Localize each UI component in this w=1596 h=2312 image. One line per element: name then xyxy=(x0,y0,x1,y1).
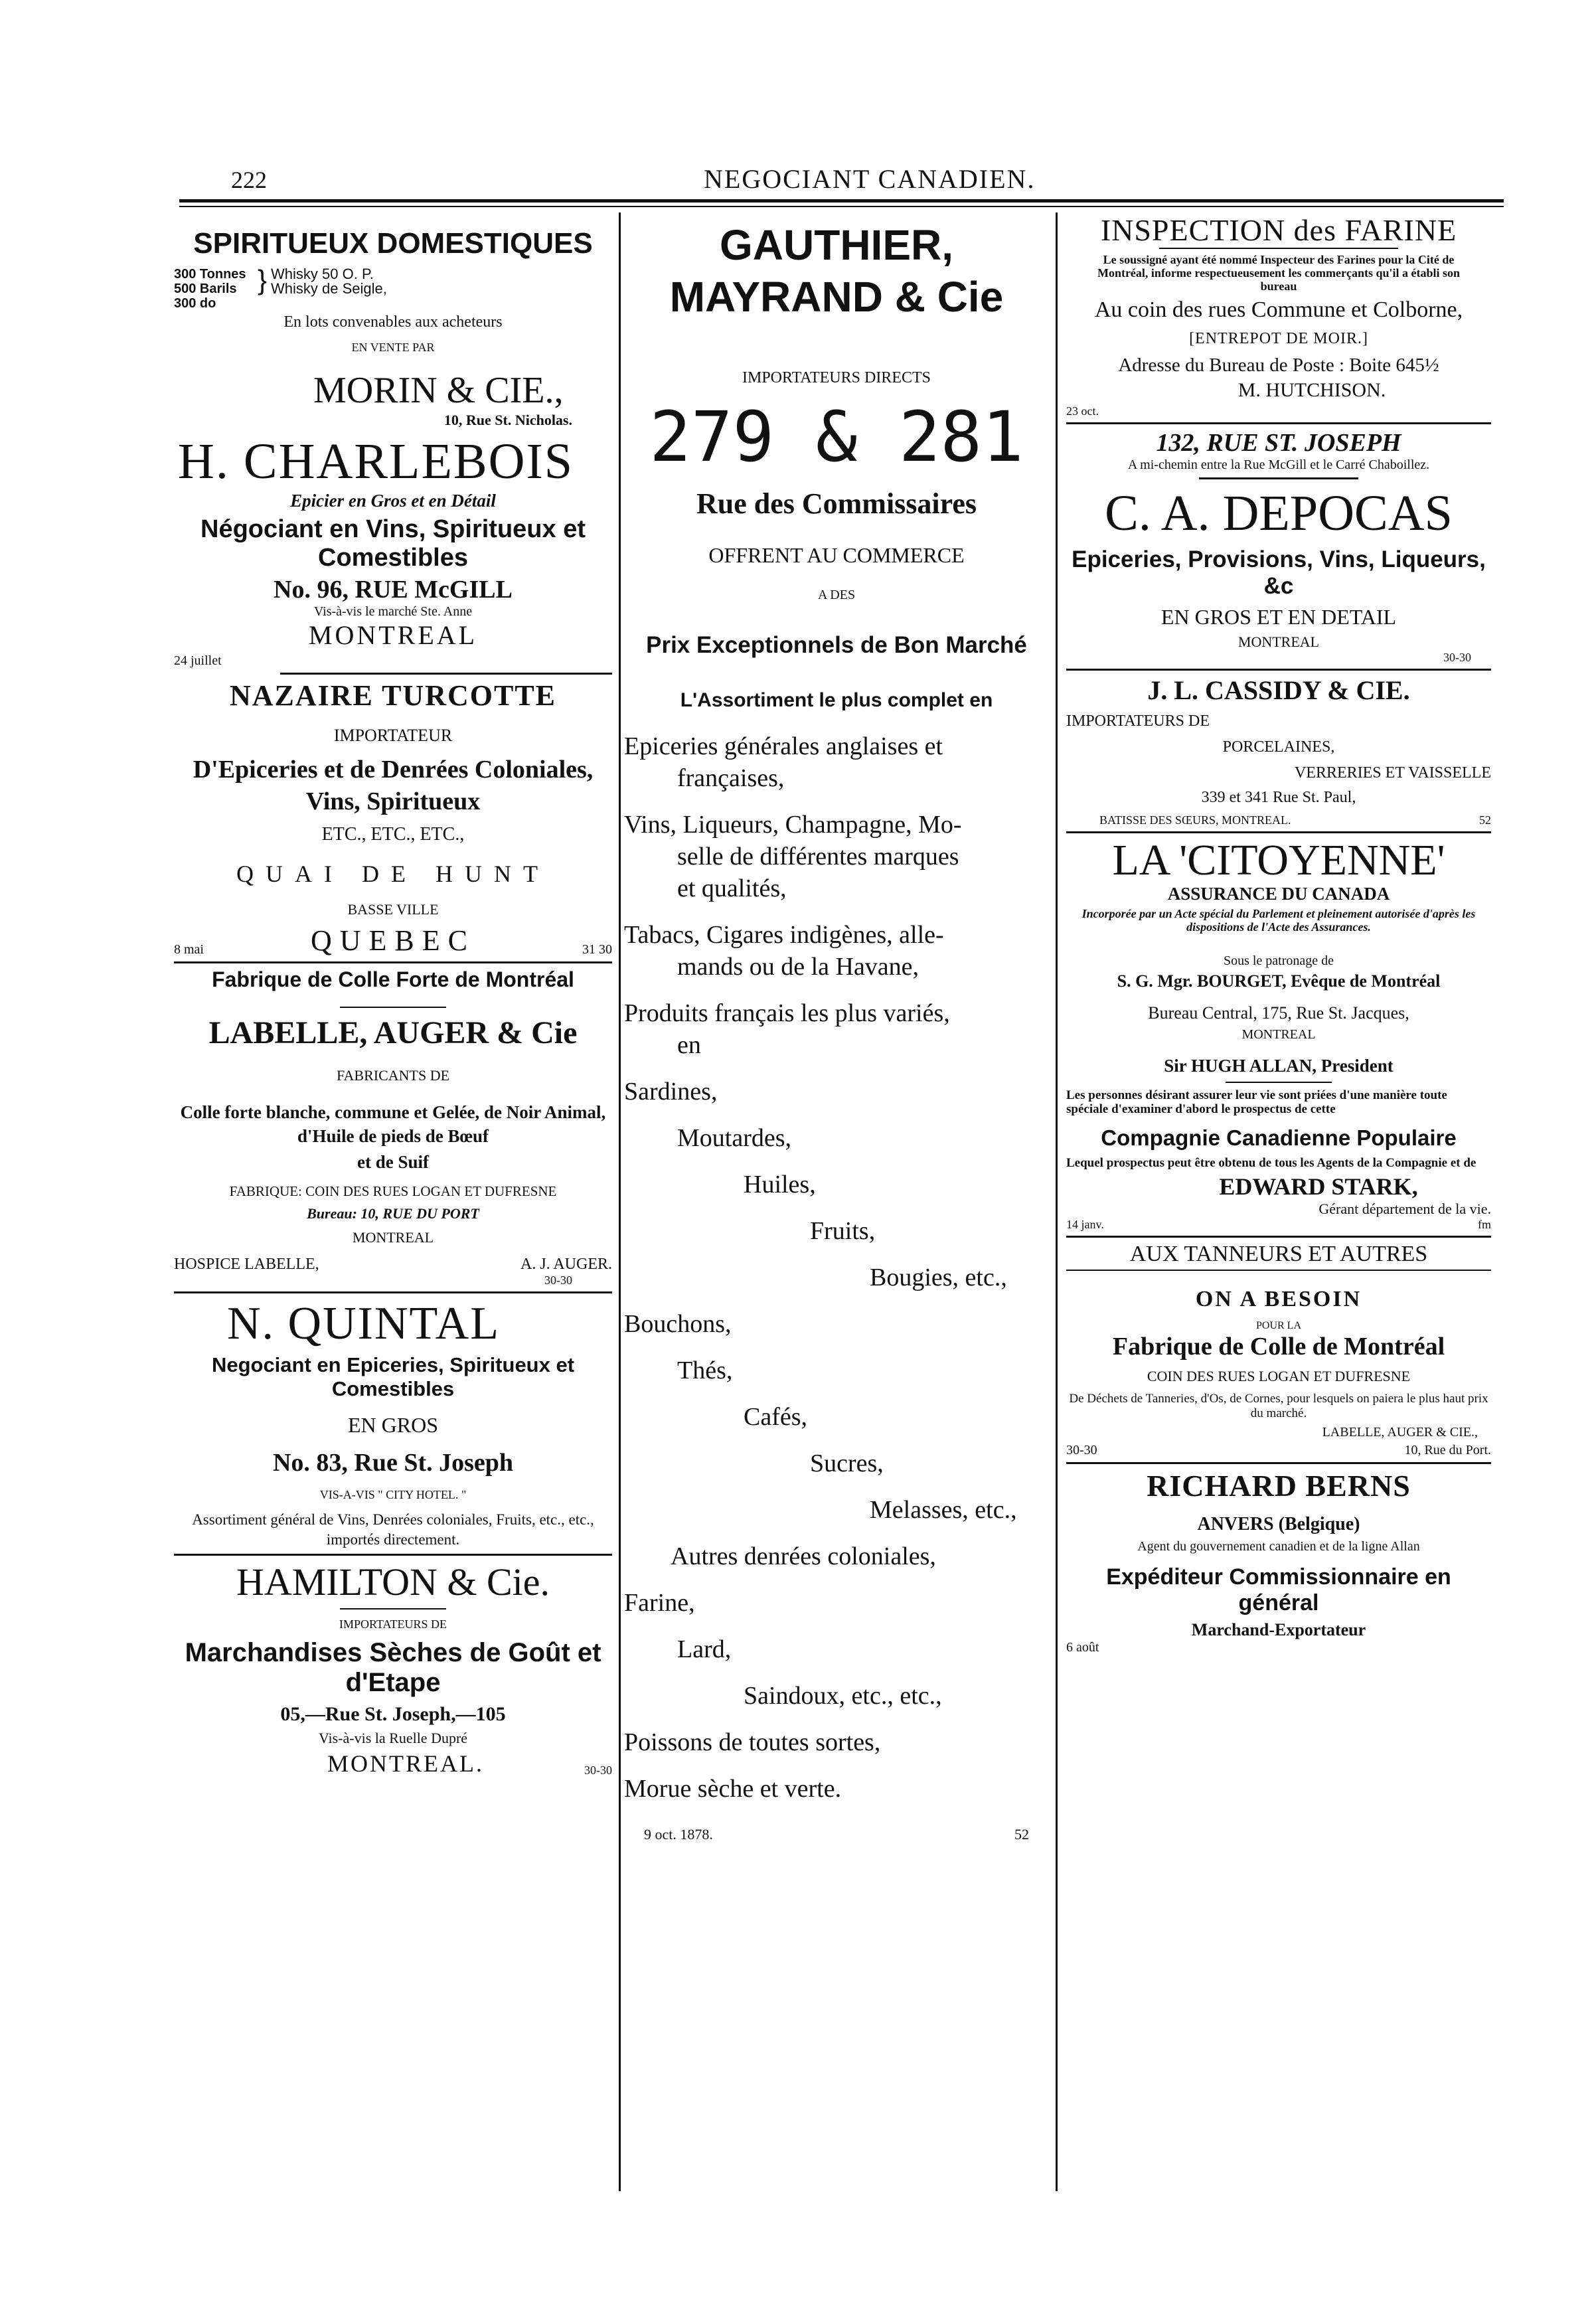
ad-city: MONTREAL xyxy=(1237,633,1320,650)
ad-line: En lots convenables aux acheteurs xyxy=(283,313,503,331)
ad-code: 52 xyxy=(1014,1826,1029,1843)
person-name: EDWARD STARK, xyxy=(1219,1173,1418,1200)
ad-line: ANVERS (Belgique) xyxy=(1197,1514,1360,1534)
list-item: Morue sèche et verte. xyxy=(624,1775,842,1803)
separator xyxy=(174,1554,612,1556)
ad-line: Fabrique de Colle Forte de Montréal xyxy=(212,967,574,991)
list-item: Lard, xyxy=(677,1635,732,1663)
ad-city: QUEBEC xyxy=(311,924,475,957)
ad-line: Lequel prospectus peut être obtenu de tous les Agents de la Compagnie et de xyxy=(1066,1156,1476,1170)
separator xyxy=(1226,1082,1332,1083)
ad-address: 05,—Rue St. Joseph,—105 xyxy=(280,1703,506,1725)
separator xyxy=(1066,1462,1491,1464)
ad-code: 30-30 xyxy=(1443,651,1471,664)
list-item: mands ou de la Havane, xyxy=(677,953,919,981)
ad-address: No. 83, Rue St. Joseph xyxy=(272,1449,514,1477)
column-left xyxy=(174,212,612,1777)
ad-footer xyxy=(624,1826,1049,1843)
ad-line: EN GROS xyxy=(347,1413,438,1437)
firm-name: HAMILTON & Cie. xyxy=(236,1560,550,1604)
running-title: NEGOCIANT CANADIEN. xyxy=(704,164,1036,194)
ad-line: Vis-à-vis le marché Ste. Anne xyxy=(313,604,473,619)
ad-depocas xyxy=(1066,485,1491,671)
header-rule-thin xyxy=(179,206,1504,207)
ad-address: Bureau Central, 175, Rue St. Jacques, xyxy=(1148,1003,1409,1023)
ad-city: MONTREAL. xyxy=(327,1750,484,1777)
separator xyxy=(1066,831,1491,833)
ad-title: AUX TANNEURS ET AUTRES xyxy=(1129,1242,1428,1266)
list-item: Melasses, etc., xyxy=(870,1496,1017,1524)
separator xyxy=(1066,422,1491,424)
separator xyxy=(340,1608,446,1610)
ad-line: L'Assortiment le plus complet en xyxy=(680,689,993,711)
ad-line: QUAI DE HUNT xyxy=(236,861,550,887)
ad-line: [ENTREPOT DE MOIR.] xyxy=(1189,330,1368,347)
ad-line: Le soussigné ayant été nommé Inspecteur des Farines pour la Cité de Montréal, informe respectueusement les commerçants qu'il a établi son bureau xyxy=(1097,253,1461,293)
firm-name: J. L. CASSIDY & CIE. xyxy=(1147,675,1410,705)
ad-line: Epicier en Gros et en Détail xyxy=(290,491,496,511)
ad-tanneurs xyxy=(1066,1242,1491,1464)
ad-footer xyxy=(174,1256,612,1274)
ad-line: Compagnie Canadienne Populaire xyxy=(1101,1125,1457,1150)
firm-name: RICHARD BERNS xyxy=(1147,1469,1411,1503)
ad-code: fm xyxy=(1478,1218,1491,1231)
ad-cassidy xyxy=(1066,675,1491,833)
ad-line: Incorporée par un Acte spécial du Parlement et pleinement autorisée d'après les dispositions de l'Acte des Assurances. xyxy=(1081,907,1476,934)
firm-name: LA 'CITOYENNE' xyxy=(1112,836,1445,884)
list-item: françaises, xyxy=(677,764,785,792)
ad-code: 30-30 xyxy=(544,1274,572,1287)
list-item: Vins, Liqueurs, Champagne, Mo- xyxy=(624,811,962,839)
ad-line: Les personnes désirant assurer leur vie sont priées d'une manière toute spéciale d'examiner d'abord le prospectus de cette xyxy=(1066,1088,1447,1116)
ad-address: Rue des Commissaires xyxy=(696,487,977,520)
ad-line: D'Epiceries et de Denrées Coloniales, Vins, Spiritueux xyxy=(193,756,594,815)
ad-turcotte xyxy=(174,679,612,963)
ad-quintal xyxy=(174,1297,612,1556)
ad-line: Prix Exceptionnels de Bon Marché xyxy=(646,632,1027,658)
ad-line: EN GROS ET EN DETAIL xyxy=(1160,605,1397,629)
list-item: Sardines, xyxy=(624,1078,718,1106)
firm-name: C. A. DEPOCAS xyxy=(1105,485,1453,541)
ad-line: LABELLE, AUGER & CIE., xyxy=(1322,1425,1478,1440)
ad-date: 9 oct. 1878. xyxy=(644,1826,713,1843)
person-name: HOSPICE LABELLE, xyxy=(174,1256,319,1273)
ad-line: COIN DES RUES LOGAN ET DUFRESNE xyxy=(1147,1368,1411,1384)
ad-address: No. 96, RUE McGILL xyxy=(274,576,513,604)
ad-hamilton xyxy=(174,1560,612,1777)
separator xyxy=(1159,248,1398,249)
column-right xyxy=(1066,212,1491,1655)
ad-line: et de Suif xyxy=(357,1152,429,1172)
firm-name: N. QUINTAL xyxy=(227,1298,500,1349)
ad-footer xyxy=(1066,1218,1491,1232)
ad-citoyenne xyxy=(1066,837,1491,1238)
ad-city: MONTREAL xyxy=(1241,1027,1316,1042)
ad-line: IMPORTATEURS DE xyxy=(1066,712,1210,730)
ad-city: MONTREAL xyxy=(308,620,478,650)
list-item: Fruits, xyxy=(810,1217,876,1245)
brace-text: Whisky 50 O. P. xyxy=(271,266,374,282)
ad-line: BASSE VILLE xyxy=(347,901,439,918)
ad-city: MONTREAL xyxy=(352,1229,434,1246)
ad-line: Expéditeur Commissionnaire en général xyxy=(1106,1564,1451,1615)
ad-line: IMPORTATEUR xyxy=(333,726,453,745)
ad-date: 14 janv. xyxy=(1066,1218,1104,1231)
quantity-block: 300 Tonnes 500 Barils 300 do } Whisky 50 O. P. Whisky de Seigle, xyxy=(174,264,387,311)
ad-footer xyxy=(174,1750,612,1777)
ad-date: 23 oct. xyxy=(1066,404,1099,418)
list-item: Bougies, etc., xyxy=(870,1264,1007,1291)
ad-footer xyxy=(174,924,612,957)
ad-line: Negociant en Epiceries, Spiritueux et Comestibles xyxy=(211,1353,575,1400)
ad-line: Adresse du Bureau de Poste : Boite 645½ xyxy=(1118,355,1439,376)
qty-line: 300 Tonnes xyxy=(174,267,246,282)
ad-address: 10, Rue du Port. xyxy=(1404,1443,1491,1457)
separator xyxy=(1066,669,1491,671)
ad-line: Marchand-Exportateur xyxy=(1191,1620,1366,1639)
ad-labelle xyxy=(174,967,612,1293)
person-name: M. HUTCHISON. xyxy=(1237,379,1386,401)
list-item: Saindoux, etc., etc., xyxy=(744,1682,942,1710)
separator xyxy=(340,1007,446,1008)
ad-line: Fabrique de Colle de Montréal xyxy=(1112,1333,1445,1361)
column-divider-2 xyxy=(1056,212,1058,2191)
ad-line: Gérant département de la vie. xyxy=(1318,1200,1491,1217)
firm-name: LABELLE, AUGER & Cie xyxy=(208,1015,578,1050)
ad-line: OFFRENT AU COMMERCE xyxy=(708,543,965,567)
list-item: Bouchons, xyxy=(624,1310,732,1338)
ad-footer xyxy=(1066,813,1491,827)
ad-line: VIS-A-VIS " CITY HOTEL. " xyxy=(319,1488,467,1501)
separator xyxy=(280,673,612,675)
ad-footer xyxy=(1066,1443,1491,1458)
page-number: 222 xyxy=(231,167,267,193)
firm-name: GAUTHIER, MAYRAND & Cie xyxy=(669,221,1004,321)
ad-line: PORCELAINES, xyxy=(1222,738,1335,756)
ad-joseph xyxy=(1066,428,1491,479)
ad-line: Négociant en Vins, Spiritueux et Comestibles xyxy=(200,515,586,572)
ad-code: 52 xyxy=(1479,813,1491,827)
ad-farine xyxy=(1066,212,1491,424)
list-item: en xyxy=(677,1031,701,1059)
ad-address: 339 et 341 Rue St. Paul, xyxy=(1201,789,1356,806)
column-divider-1 xyxy=(619,212,621,2191)
ad-line: ON A BESOIN xyxy=(1195,1287,1362,1311)
list-item: Thés, xyxy=(677,1357,733,1384)
ad-line: Sous le patronage de xyxy=(1223,953,1334,968)
ad-line: EN VENTE PAR xyxy=(351,341,435,354)
ad-title: INSPECTION des FARINE xyxy=(1100,213,1457,247)
ad-date: 8 mai xyxy=(174,942,204,957)
list-item: selle de différentes marques xyxy=(677,843,959,870)
separator xyxy=(174,1291,612,1293)
column-middle xyxy=(624,212,1049,1843)
list-item: Tabacs, Cigares indigènes, alle- xyxy=(624,921,944,949)
firm-name: NAZAIRE TURCOTTE xyxy=(229,679,557,712)
list-item: Farine, xyxy=(624,1589,695,1617)
ad-spiritueux xyxy=(174,227,612,429)
ad-line: A mi-chemin entre la Rue McGill et le Carré Chaboillez. xyxy=(1127,457,1430,472)
list-item: Poissons de toutes sortes, xyxy=(624,1728,881,1756)
ad-line: Sir HUGH ALLAN, President xyxy=(1164,1056,1394,1076)
ad-line: VERRERIES ET VAISSELLE xyxy=(1294,764,1491,782)
ad-line: POUR LA xyxy=(1255,1320,1301,1331)
list-item: Autres denrées coloniales, xyxy=(671,1542,936,1570)
person-name: A. J. AUGER. xyxy=(520,1256,612,1273)
separator xyxy=(1066,1270,1491,1271)
ad-line: IMPORTATEURS DIRECTS xyxy=(742,369,931,386)
list-item: Sucres, xyxy=(810,1449,884,1477)
ad-line: Assortiment général de Vins, Denrées coloniales, Fruits, etc., etc., importés directement. xyxy=(192,1511,594,1548)
list-item: Cafés, xyxy=(744,1403,808,1431)
ad-line: IMPORTATEURS DE xyxy=(339,1617,447,1631)
ad-berns xyxy=(1066,1468,1491,1655)
ad-address: Bureau: 10, RUE DU PORT xyxy=(307,1205,479,1222)
ad-line: ETC., ETC., ETC., xyxy=(321,824,465,845)
ad-line: BATISSE DES SŒURS, MONTREAL. xyxy=(1099,813,1291,827)
ad-line: Vis-à-vis la Ruelle Dupré xyxy=(318,1730,468,1746)
ad-line: A DES xyxy=(817,588,856,602)
ad-date: 24 juillet xyxy=(174,653,222,668)
list-item: et qualités, xyxy=(677,874,787,902)
ad-address: 132, RUE ST. JOSEPH xyxy=(1156,429,1401,457)
items-list xyxy=(624,730,1049,1805)
ad-date: 6 août xyxy=(1066,1640,1099,1655)
ad-line: S. G. Mgr. BOURGET, Evêque de Montréal xyxy=(1117,971,1441,991)
brace-text: Whisky de Seigle, xyxy=(271,280,387,297)
ad-title: SPIRITUEUX DOMESTIQUES xyxy=(193,227,593,260)
list-item: Epiceries générales anglaises et xyxy=(624,732,943,760)
firm-name: MORIN & CIE., xyxy=(313,370,564,411)
firm-name: H. CHARLEBOIS xyxy=(178,434,574,489)
list-item: Moutardes, xyxy=(677,1124,792,1152)
ad-code: 30-30 xyxy=(1066,1443,1097,1457)
ad-numbers: 279 & 281 xyxy=(649,396,1024,477)
ad-line: Agent du gouvernement canadien et de la ligne Allan xyxy=(1137,1539,1420,1554)
header-rule xyxy=(179,199,1504,203)
ad-code: 31 30 xyxy=(582,942,612,957)
separator xyxy=(1066,1236,1491,1238)
ad-line: FABRICANTS DE xyxy=(336,1067,450,1084)
ad-line: FABRIQUE: COIN DES RUES LOGAN ET DUFRESNE xyxy=(229,1183,557,1199)
ad-address: 10, Rue St. Nicholas. xyxy=(443,412,572,428)
ad-charlebois xyxy=(174,433,612,675)
list-item: Huiles, xyxy=(744,1171,816,1198)
ad-line: Marchandises Sèches de Goût et d'Etape xyxy=(185,1638,601,1697)
ad-line: De Déchets de Tanneries, d'Os, de Cornes, pour lesquels on paiera le plus haut prix du marché. xyxy=(1069,1392,1488,1420)
ad-line: Colle forte blanche, commune et Gelée, de Noir Animal, d'Huile de pieds de Bœuf xyxy=(180,1102,606,1146)
qty-line: 300 do xyxy=(174,296,216,311)
separator xyxy=(1199,477,1358,479)
ad-code: 30-30 xyxy=(584,1764,612,1777)
ad-line: Au coin des rues Commune et Colborne, xyxy=(1094,297,1463,322)
ad-line: Epiceries, Provisions, Vins, Liqueurs, &c xyxy=(1072,546,1486,599)
qty-line: 500 Barils xyxy=(174,282,237,296)
ad-line: ASSURANCE DU CANADA xyxy=(1167,884,1390,904)
list-item: Produits français les plus variés, xyxy=(624,999,950,1027)
separator xyxy=(174,961,612,963)
